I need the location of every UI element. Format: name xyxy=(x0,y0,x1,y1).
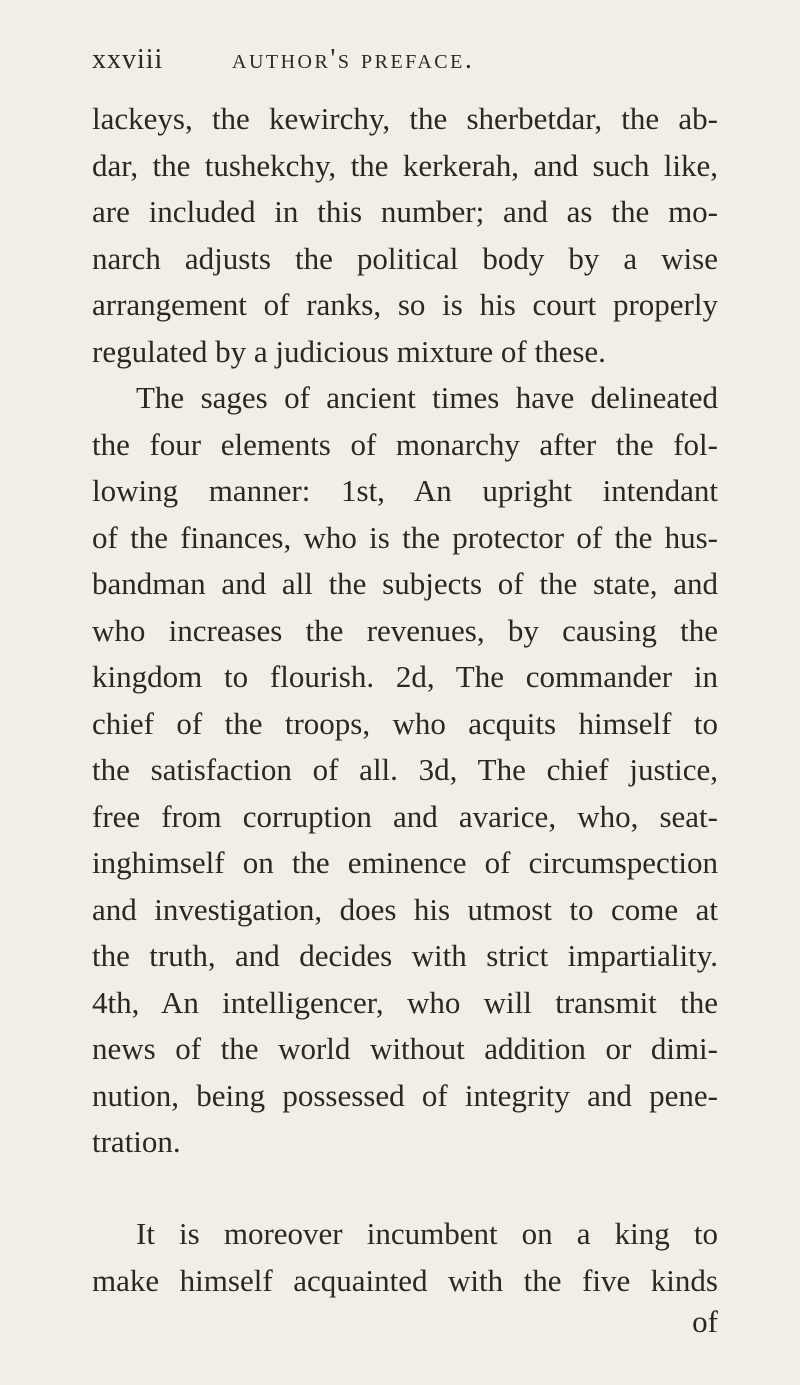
text-line: It is moreover incumbent on a king to xyxy=(136,1216,718,1251)
text-line: the satisfaction of all. 3d, The chief justice, xyxy=(92,752,718,787)
text-line: regulated by a judicious mixture of these. xyxy=(92,333,606,369)
paragraph-3 xyxy=(92,1211,718,1304)
text-line: lowing manner: 1st, An upright intendant xyxy=(92,473,718,508)
text-line: tration. xyxy=(92,1124,181,1159)
text-line: chief of the troops, who acquits himself to xyxy=(92,705,718,741)
text-line: and investigation, does his utmost to come at xyxy=(92,891,718,927)
paragraph-1 xyxy=(92,96,718,375)
catchword: of xyxy=(692,1304,718,1339)
text-line: arrangement of ranks, so is his court properly xyxy=(92,287,718,322)
text-line: of the finances, who is the protector of the hus- xyxy=(92,519,718,555)
running-head xyxy=(92,44,708,84)
text-line: bandman and all the subjects of the state, and xyxy=(92,566,718,601)
text-line: inghimself on the eminence of circumspection xyxy=(92,845,718,880)
text-line: are included in this number; and as the mo- xyxy=(92,194,718,229)
text-line: the four elements of monarchy after the fol- xyxy=(92,426,718,462)
text-line: nution, being possessed of integrity and pene- xyxy=(92,1077,718,1113)
running-title: author's preface. xyxy=(232,44,475,75)
page-number: xxviii xyxy=(92,44,164,75)
text-line: The sages of ancient times have delineated xyxy=(136,380,718,415)
text-line: make himself acquainted with the five kinds xyxy=(92,1262,718,1298)
text-line: free from corruption and avarice, who, seat- xyxy=(92,798,718,834)
text-line: lackeys, the kewirchy, the sherbetdar, the ab- xyxy=(92,101,718,136)
text-line: news of the world without addition or dimi- xyxy=(92,1031,718,1066)
text-line: the truth, and decides with strict impartiality. xyxy=(92,938,718,973)
paragraph-2 xyxy=(92,375,718,1166)
text-line: narch adjusts the political body by a wise xyxy=(92,240,718,276)
text-line: 4th, An intelligencer, who will transmit the xyxy=(92,984,718,1020)
text-line: kingdom to flourish. 2d, The commander in xyxy=(92,659,718,694)
text-line: dar, the tushekchy, the kerkerah, and such like, xyxy=(92,147,718,183)
text-line: who increases the revenues, by causing the xyxy=(92,612,718,648)
